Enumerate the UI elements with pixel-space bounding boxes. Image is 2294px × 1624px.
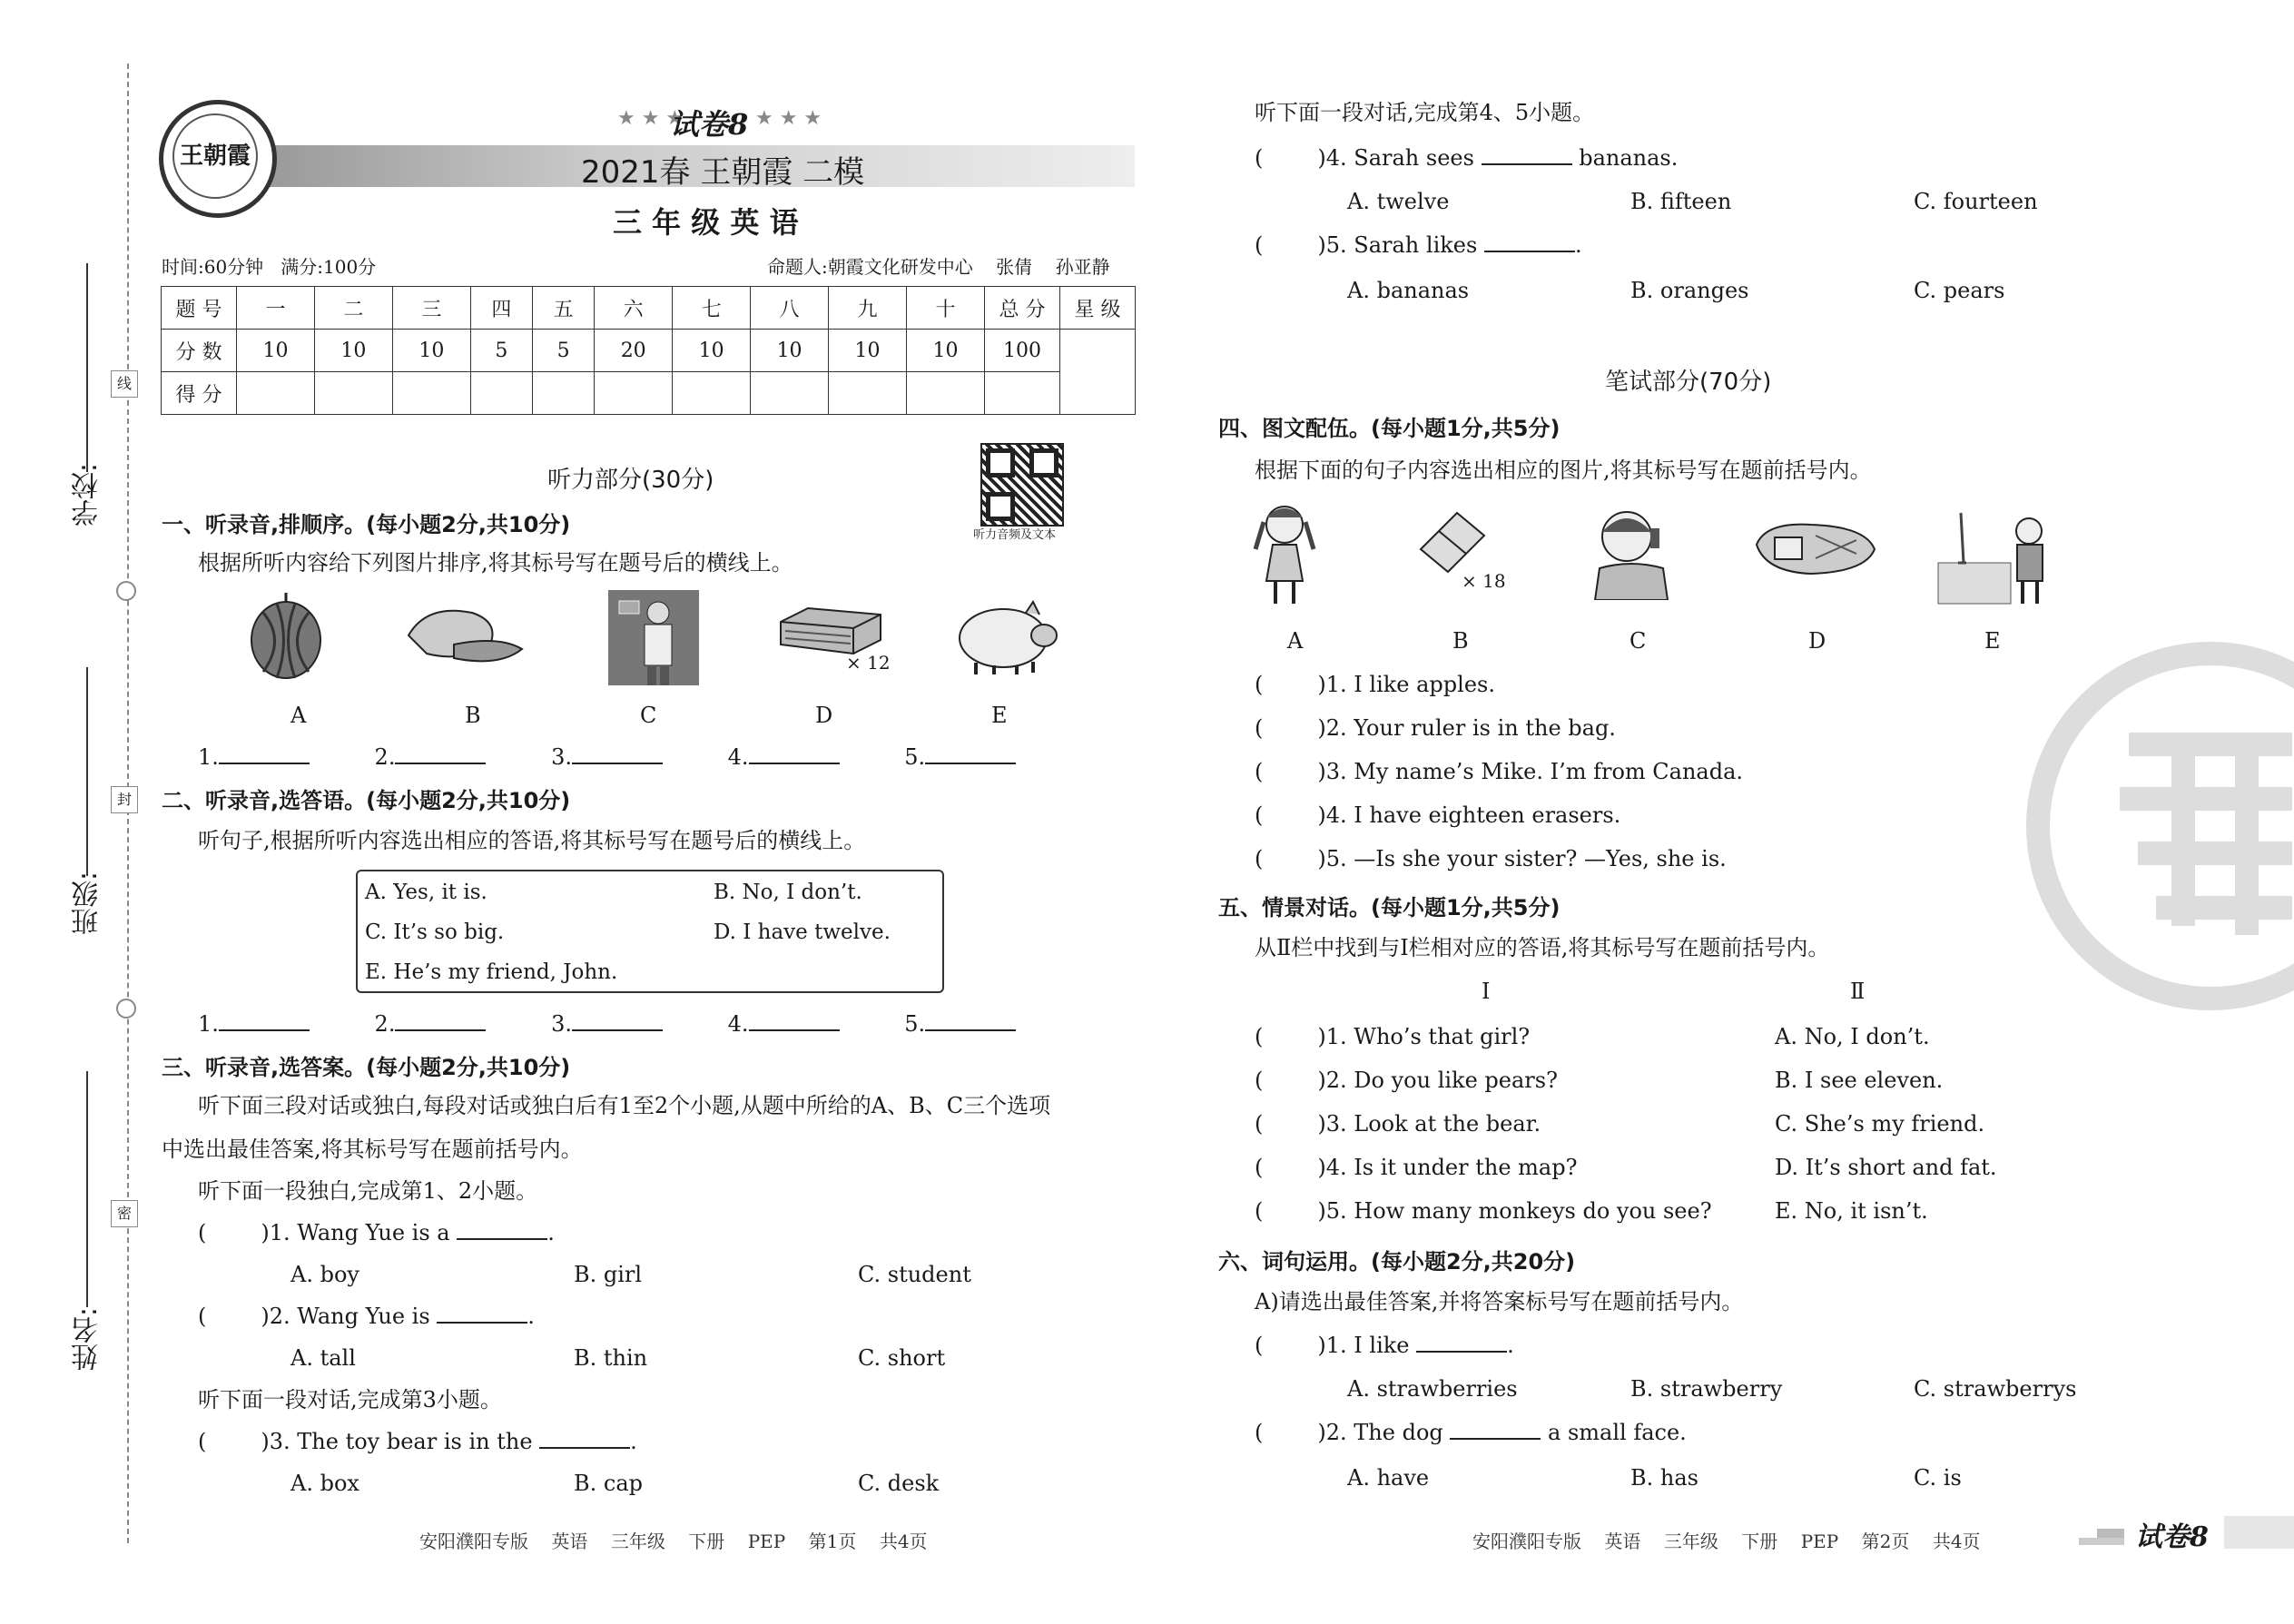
watermelon-image — [245, 590, 327, 681]
part5-answer-b: B. I see eleven. — [1775, 1068, 1944, 1093]
qr-caption: 听力音频及文本 — [973, 528, 1057, 542]
table-cell: 20 — [595, 330, 673, 372]
table-cell: 5 — [533, 330, 595, 372]
q5-option-b: B. oranges — [1630, 278, 1749, 303]
score-input-cell[interactable] — [673, 372, 751, 415]
q5-option-a: A. bananas — [1347, 278, 1470, 303]
p6q2-option-c: C. is — [1914, 1465, 1962, 1491]
pic-label-b: B — [465, 703, 481, 728]
table-cell: 5 — [470, 330, 532, 372]
dictionary-count: × 12 — [846, 652, 891, 674]
table-cell: 10 — [314, 330, 392, 372]
table-cell: 七 — [673, 287, 751, 330]
table-row — [162, 372, 1136, 415]
schoolbag-image — [1748, 517, 1884, 581]
q3-option-c: C. desk — [858, 1471, 940, 1496]
p6q1-option-b: B. strawberry — [1630, 1376, 1783, 1402]
stars-right: ★ ★ ★ — [755, 107, 822, 130]
part3-q3: ( )3. The toy bear is in the . — [198, 1429, 637, 1454]
seal-mark-secret: 密 — [111, 1200, 138, 1227]
table-cell: 星 级 — [1060, 287, 1136, 330]
score-input-cell[interactable] — [595, 372, 673, 415]
boy-phone-image — [1590, 505, 1672, 600]
p6q2-option-a: A. have — [1347, 1465, 1430, 1491]
eraser-count: × 18 — [1462, 570, 1506, 592]
tag-bar — [2079, 1538, 2124, 1545]
part4-heading: 四、图文配伍。(每小题1分,共5分) — [1218, 416, 1561, 441]
blank-number: 2. — [374, 1011, 396, 1037]
option-c: C. It’s so big. — [365, 920, 505, 944]
part3-instruction-2: 中选出最佳答案,将其标号写在题前括号内。 — [162, 1137, 583, 1162]
part5-answer-e: E. No, it isn’t. — [1775, 1198, 1928, 1224]
pic4-label-c: C — [1629, 628, 1647, 654]
footer-left: 安阳濮阳专版 英语 三年级 下册 PEP 第1页 共4页 — [419, 1530, 928, 1552]
city-boy-image — [1934, 508, 2061, 608]
answer-blank[interactable] — [395, 1009, 486, 1031]
q3-option-a: A. box — [290, 1471, 359, 1496]
class-field[interactable] — [86, 667, 88, 876]
listening-title: 听力部分(30分) — [547, 467, 714, 494]
table-cell: 一 — [237, 287, 315, 330]
part6-heading: 六、词句运用。(每小题2分,共20分) — [1218, 1249, 1576, 1275]
girl-image — [1253, 499, 1316, 608]
part6-sub-a: A)请选出最佳答案,并将答案标号写在题前括号内。 — [1255, 1289, 1744, 1314]
part2-heading: 二、听录音,选答语。(每小题2分,共10分) — [162, 788, 571, 813]
part3-instruction-1: 听下面三段对话或独白,每段对话或独白后有1至2个小题,从题中所给的A、B、C三个选项 — [198, 1093, 1051, 1118]
answer-blank[interactable] — [1482, 143, 1572, 165]
answer-blank[interactable] — [395, 743, 486, 764]
score-input-cell[interactable] — [751, 372, 829, 415]
pic-label-c: C — [640, 703, 657, 728]
part6-q2: ( )2. The dog a small face. — [1255, 1420, 1687, 1445]
blank-number: 3. — [551, 1011, 572, 1037]
table-cell: 分 数 — [162, 330, 237, 372]
table-cell: 题 号 — [162, 287, 237, 330]
answer-blank[interactable] — [539, 1427, 630, 1449]
blank-number: 5. — [904, 1011, 926, 1037]
score-input-cell[interactable] — [533, 372, 595, 415]
pic4-label-e: E — [1984, 628, 2001, 654]
answer-blank[interactable] — [1416, 1331, 1507, 1353]
tag-bar — [2097, 1529, 2124, 1538]
answer-blank[interactable] — [1450, 1418, 1541, 1440]
brand-logo — [159, 100, 277, 218]
paper-tag: 试卷8 — [2135, 1521, 2209, 1553]
table-cell: 十 — [906, 287, 984, 330]
part6-q1: ( )1. I like . — [1255, 1333, 1514, 1358]
part3-heading: 三、听录音,选答案。(每小题2分,共10分) — [162, 1055, 571, 1080]
tag-background — [2224, 1516, 2294, 1549]
table-cell: 10 — [751, 330, 829, 372]
qr-code[interactable] — [980, 443, 1064, 527]
score-input-cell[interactable] — [237, 372, 315, 415]
blank-number: 4. — [727, 1011, 749, 1037]
pic4-label-b: B — [1452, 628, 1469, 654]
part2-instruction: 听句子,根据所听内容选出相应的答语,将其标号写在题号后的横线上。 — [198, 828, 866, 853]
score-input-cell[interactable] — [314, 372, 392, 415]
pic-label-e: E — [991, 703, 1008, 728]
written-title: 笔试部分(70分) — [1605, 369, 1772, 396]
option-d: D. I have twelve. — [714, 920, 891, 944]
class-label: 班级: — [72, 871, 103, 936]
q2-option-b: B. thin — [574, 1345, 648, 1371]
table-cell: 10 — [906, 330, 984, 372]
teacher-image — [608, 590, 699, 685]
school-field[interactable] — [86, 263, 88, 472]
q1-option-c: C. student — [858, 1262, 971, 1287]
answer-blank[interactable] — [437, 1302, 527, 1324]
part5-item-2: ( )2. Do you like pears? — [1255, 1068, 1558, 1093]
part3-q2: ( )2. Wang Yue is . — [198, 1304, 535, 1329]
stars-left: ★ ★ ★ — [617, 107, 684, 130]
pic-label-d: D — [815, 703, 833, 728]
column-ii-label: Ⅱ — [1850, 979, 1866, 1004]
school-label: 学校: — [72, 463, 103, 527]
answer-blank[interactable] — [1484, 231, 1575, 252]
part1-instruction: 根据所听内容给下列图片排序,将其标号写在题号后的横线上。 — [198, 550, 793, 576]
part3-sub3: 听下面一段对话,完成第4、5小题。 — [1255, 100, 1595, 125]
answer-blank[interactable] — [572, 743, 663, 764]
table-header-row — [162, 287, 1136, 330]
part1-heading: 一、听录音,排顺序。(每小题2分,共10分) — [162, 512, 571, 537]
binding-hole-icon — [116, 999, 136, 1019]
table-cell: 10 — [829, 330, 907, 372]
star-level-cell[interactable] — [1060, 330, 1136, 415]
blank-number: 2. — [374, 744, 396, 770]
q4-option-a: A. twelve — [1347, 189, 1450, 214]
table-cell: 总 分 — [985, 287, 1060, 330]
table-cell: 二 — [314, 287, 392, 330]
p6q1-option-a: A. strawberries — [1347, 1376, 1518, 1402]
score-input-cell[interactable] — [906, 372, 984, 415]
column-i-label: Ⅰ — [1482, 979, 1491, 1004]
footer-right: 安阳濮阳专版 英语 三年级 下册 PEP 第2页 共4页 — [1472, 1530, 1981, 1552]
seal-mark-seal: 封 — [111, 786, 138, 813]
q4-option-c: C. fourteen — [1914, 189, 2038, 214]
part4-item-1: ( )1. I like apples. — [1255, 672, 1495, 697]
blank-number: 1. — [198, 1011, 219, 1037]
q2-option-a: A. tall — [290, 1345, 356, 1371]
part3-q4: ( )4. Sarah sees bananas. — [1255, 145, 1679, 171]
score-input-cell[interactable] — [470, 372, 532, 415]
pic-label-a: A — [290, 703, 307, 728]
answer-blank[interactable] — [572, 1009, 663, 1031]
part5-item-5: ( )5. How many monkeys do you see? — [1255, 1198, 1712, 1224]
part5-answer-d: D. It’s short and fat. — [1775, 1155, 1997, 1180]
option-b: B. No, I don’t. — [714, 881, 862, 904]
answer-blank[interactable] — [219, 743, 310, 764]
part3-sub2: 听下面一段对话,完成第3小题。 — [198, 1387, 502, 1412]
part3-q1: ( )1. Wang Yue is a . — [198, 1220, 555, 1245]
table-cell: 10 — [237, 330, 315, 372]
table-cell: 四 — [470, 287, 532, 330]
pig-image — [953, 595, 1062, 676]
time-info: 时间:60分钟 满分:100分 — [162, 256, 377, 278]
pic4-label-a: A — [1287, 628, 1304, 654]
dictionary-image — [776, 604, 885, 658]
part5-item-1: ( )1. Who’s that girl? — [1255, 1024, 1531, 1049]
q4-option-b: B. fifteen — [1630, 189, 1732, 214]
q3-option-b: B. cap — [574, 1471, 644, 1496]
table-cell: 八 — [751, 287, 829, 330]
p6q1-option-c: C. strawberrys — [1914, 1376, 2077, 1402]
q2-option-c: C. short — [858, 1345, 946, 1371]
table-cell: 100 — [985, 330, 1060, 372]
part2-answer-row — [198, 1009, 1016, 1038]
part5-heading: 五、情景对话。(每小题1分,共5分) — [1218, 895, 1561, 920]
part5-item-3: ( )3. Look at the bear. — [1255, 1111, 1541, 1137]
answer-blank[interactable] — [925, 1009, 1016, 1031]
part5-item-4: ( )4. Is it under the map? — [1255, 1155, 1578, 1180]
table-cell: 10 — [673, 330, 751, 372]
blank-number: 1. — [198, 744, 219, 770]
q5-option-c: C. pears — [1914, 278, 2005, 303]
blank-number: 5. — [904, 744, 926, 770]
answer-blank[interactable] — [219, 1009, 310, 1031]
part4-item-4: ( )4. I have eighteen erasers. — [1255, 802, 1621, 828]
part4-item-2: ( )2. Your ruler is in the bag. — [1255, 715, 1616, 741]
option-a: A. Yes, it is. — [365, 881, 487, 904]
binding-hole-icon — [116, 581, 136, 601]
subject-title: 三 年 级 英 语 — [613, 205, 799, 240]
answer-blank[interactable] — [749, 743, 840, 764]
secret-seal-watermark — [2020, 635, 2294, 1017]
answer-blank[interactable] — [925, 743, 1016, 764]
table-cell: 九 — [829, 287, 907, 330]
score-input-cell[interactable] — [829, 372, 907, 415]
answer-blank[interactable] — [749, 1009, 840, 1031]
exam-title: 2021春 王朝霞 二模 — [581, 154, 865, 191]
option-e: E. He’s my friend, John. — [365, 960, 618, 984]
table-cell: 六 — [595, 287, 673, 330]
paper-number: 试卷8 — [670, 107, 749, 142]
name-field[interactable] — [86, 1071, 88, 1307]
blank-number: 3. — [551, 744, 572, 770]
table-cell: 得 分 — [162, 372, 237, 415]
q1-option-a: A. boy — [290, 1262, 359, 1287]
part4-item-5: ( )5. —Is she your sister? —Yes, she is. — [1255, 846, 1727, 871]
part5-answer-a: A. No, I don’t. — [1775, 1024, 1930, 1049]
name-label: 姓名: — [72, 1307, 103, 1372]
table-cell: 三 — [392, 287, 470, 330]
pic4-label-d: D — [1808, 628, 1826, 654]
part1-answer-row — [198, 743, 1016, 772]
score-table — [161, 286, 1136, 415]
answer-blank[interactable] — [457, 1218, 547, 1240]
p6q2-option-b: B. has — [1630, 1465, 1698, 1491]
score-input-cell[interactable] — [392, 372, 470, 415]
authors: 命题人:朝霞文化研发中心 张倩 孙亚静 — [767, 256, 1110, 278]
seal-mark-line: 线 — [111, 370, 138, 398]
part5-instruction: 从Ⅱ栏中找到与Ⅰ栏相对应的答语,将其标号写在题前括号内。 — [1255, 935, 1830, 960]
table-cell: 五 — [533, 287, 595, 330]
table-row — [162, 330, 1136, 372]
cap-image — [399, 599, 527, 672]
q1-option-b: B. girl — [574, 1262, 643, 1287]
table-cell: 10 — [392, 330, 470, 372]
blank-number: 4. — [727, 744, 749, 770]
part5-answer-c: C. She’s my friend. — [1775, 1111, 1985, 1137]
answer-options-box — [356, 870, 944, 993]
score-input-cell[interactable] — [985, 372, 1060, 415]
part3-sub1: 听下面一段独白,完成第1、2小题。 — [198, 1178, 538, 1204]
part4-instruction: 根据下面的句子内容选出相应的图片,将其标号写在题前括号内。 — [1255, 458, 1872, 483]
part4-item-3: ( )3. My name’s Mike. I’m from Canada. — [1255, 759, 1744, 784]
part3-q5: ( )5. Sarah likes . — [1255, 232, 1582, 258]
logo-text: 王朝霞 — [172, 113, 258, 199]
